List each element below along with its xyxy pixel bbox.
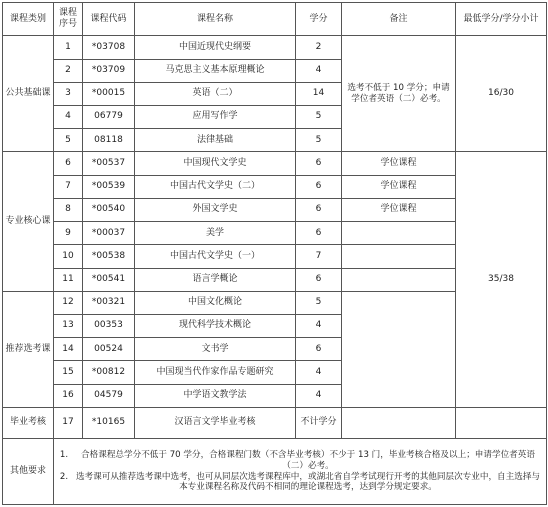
table-row [3,407,547,438]
course-name-cell: 中国古代文学史（二） [135,175,296,198]
requirement-number: 2. [59,471,69,482]
category-graduation: 毕业考核 [3,407,54,438]
header-seq: 课程序号 [54,3,83,36]
credit-cell: 6 [296,175,342,198]
table-row [3,152,547,175]
course-name-cell: 中国古代文学史（一） [135,245,296,268]
seq-cell: 6 [54,152,83,175]
remark-cell: 学位课程 [342,198,456,221]
header-min-credit: 最低学分/学分小计 [456,3,547,36]
min-credit-public-basic: 16/30 [456,36,547,152]
remark-cell: 学位课程 [342,175,456,198]
remark-cell [342,222,456,245]
requirement-number: 1. [59,450,69,461]
curriculum-table [2,2,547,505]
code-cell: *00015 [83,82,135,105]
code-cell: 06779 [83,105,135,128]
remark-public-basic: 选考不低于 10 学分；申请学位者英语（二）必考。 [342,36,456,152]
credit-cell: 4 [296,384,342,407]
code-cell: *03709 [83,59,135,82]
credit-cell: 5 [296,291,342,314]
remark-cell [342,268,456,291]
code-cell: *00539 [83,175,135,198]
table-row [3,36,547,59]
course-name-cell: 中国现当代作家作品专题研究 [135,361,296,384]
requirement-text: 选考课可从推荐选考课中选考，也可从同层次选考课程库中，或湖北省自学考试现行开考的其他同层次专业中，自主选择与本专业课程名称及代码不相同的理论课程选考，达到学分规定要求。 [75,471,541,493]
seq-cell: 15 [54,361,83,384]
seq-cell: 14 [54,338,83,361]
course-name-cell: 马克思主义基本原理概论 [135,59,296,82]
credit-cell: 4 [296,59,342,82]
code-cell: *00540 [83,198,135,221]
category-recommended-elective: 推荐选考课 [3,291,54,407]
requirement-item [56,450,544,471]
header-remark: 备注 [342,3,456,36]
course-name-cell: 美学 [135,222,296,245]
course-name-cell: 中学语文教学法 [135,384,296,407]
credit-cell: 4 [296,361,342,384]
course-name-cell: 中国文化概论 [135,291,296,314]
credit-cell: 不计学分 [296,407,342,438]
seq-cell: 3 [54,82,83,105]
credit-cell: 6 [296,338,342,361]
header-name: 课程名称 [135,3,296,36]
header-category: 课程类别 [3,3,54,36]
code-cell: 00353 [83,314,135,337]
credit-cell: 7 [296,245,342,268]
seq-cell: 9 [54,222,83,245]
seq-cell: 4 [54,105,83,128]
seq-cell: 7 [54,175,83,198]
code-cell: *00537 [83,152,135,175]
course-name-cell: 外国文学史 [135,198,296,221]
seq-cell: 11 [54,268,83,291]
category-major-core: 专业核心课 [3,152,54,291]
code-cell: *03708 [83,36,135,59]
other-requirements-row [3,439,547,505]
other-requirements-text [54,439,547,505]
seq-cell: 12 [54,291,83,314]
course-name-cell: 汉语言文学毕业考核 [135,407,296,438]
course-name-cell: 现代科学技术概论 [135,314,296,337]
course-name-cell: 中国现代文学史 [135,152,296,175]
seq-cell: 2 [54,59,83,82]
header-credit: 学分 [296,3,342,36]
credit-cell: 5 [296,129,342,152]
credit-cell: 6 [296,268,342,291]
credit-cell: 5 [296,105,342,128]
course-name-cell: 语言学概论 [135,268,296,291]
min-credit-major: 35/38 [456,152,547,407]
seq-cell: 16 [54,384,83,407]
seq-cell: 5 [54,129,83,152]
seq-cell: 13 [54,314,83,337]
code-cell: *00538 [83,245,135,268]
code-cell: 08118 [83,129,135,152]
credit-cell: 2 [296,36,342,59]
course-name-cell: 法律基础 [135,129,296,152]
course-name-cell: 应用写作学 [135,105,296,128]
min-credit-graduation [456,407,547,438]
remark-cell: 学位课程 [342,152,456,175]
seq-cell: 8 [54,198,83,221]
course-name-cell: 英语（二） [135,82,296,105]
remark-elective [342,291,456,407]
remark-graduation [342,407,456,438]
requirement-text: 合格课程总学分不低于 70 学分，合格课程门数（不含毕业考核）不少于 13 门，毕业考核合格及以上；申请学位者英语（二）必考。 [81,450,535,471]
code-cell: 00524 [83,338,135,361]
credit-cell: 14 [296,82,342,105]
category-public-basic: 公共基础课 [3,36,54,152]
code-cell: *00812 [83,361,135,384]
course-name-cell: 中国近现代史纲要 [135,36,296,59]
code-cell: *00541 [83,268,135,291]
code-cell: 04579 [83,384,135,407]
code-cell: *00037 [83,222,135,245]
header-row [3,3,547,36]
remark-cell [342,245,456,268]
other-requirements-label: 其他要求 [3,439,54,505]
credit-cell: 6 [296,198,342,221]
seq-cell: 10 [54,245,83,268]
seq-cell: 1 [54,36,83,59]
seq-cell: 17 [54,407,83,438]
credit-cell: 4 [296,314,342,337]
credit-cell: 6 [296,222,342,245]
code-cell: *10165 [83,407,135,438]
requirement-item [56,472,544,493]
course-name-cell: 文书学 [135,338,296,361]
header-code: 课程代码 [83,3,135,36]
credit-cell: 6 [296,152,342,175]
code-cell: *00321 [83,291,135,314]
